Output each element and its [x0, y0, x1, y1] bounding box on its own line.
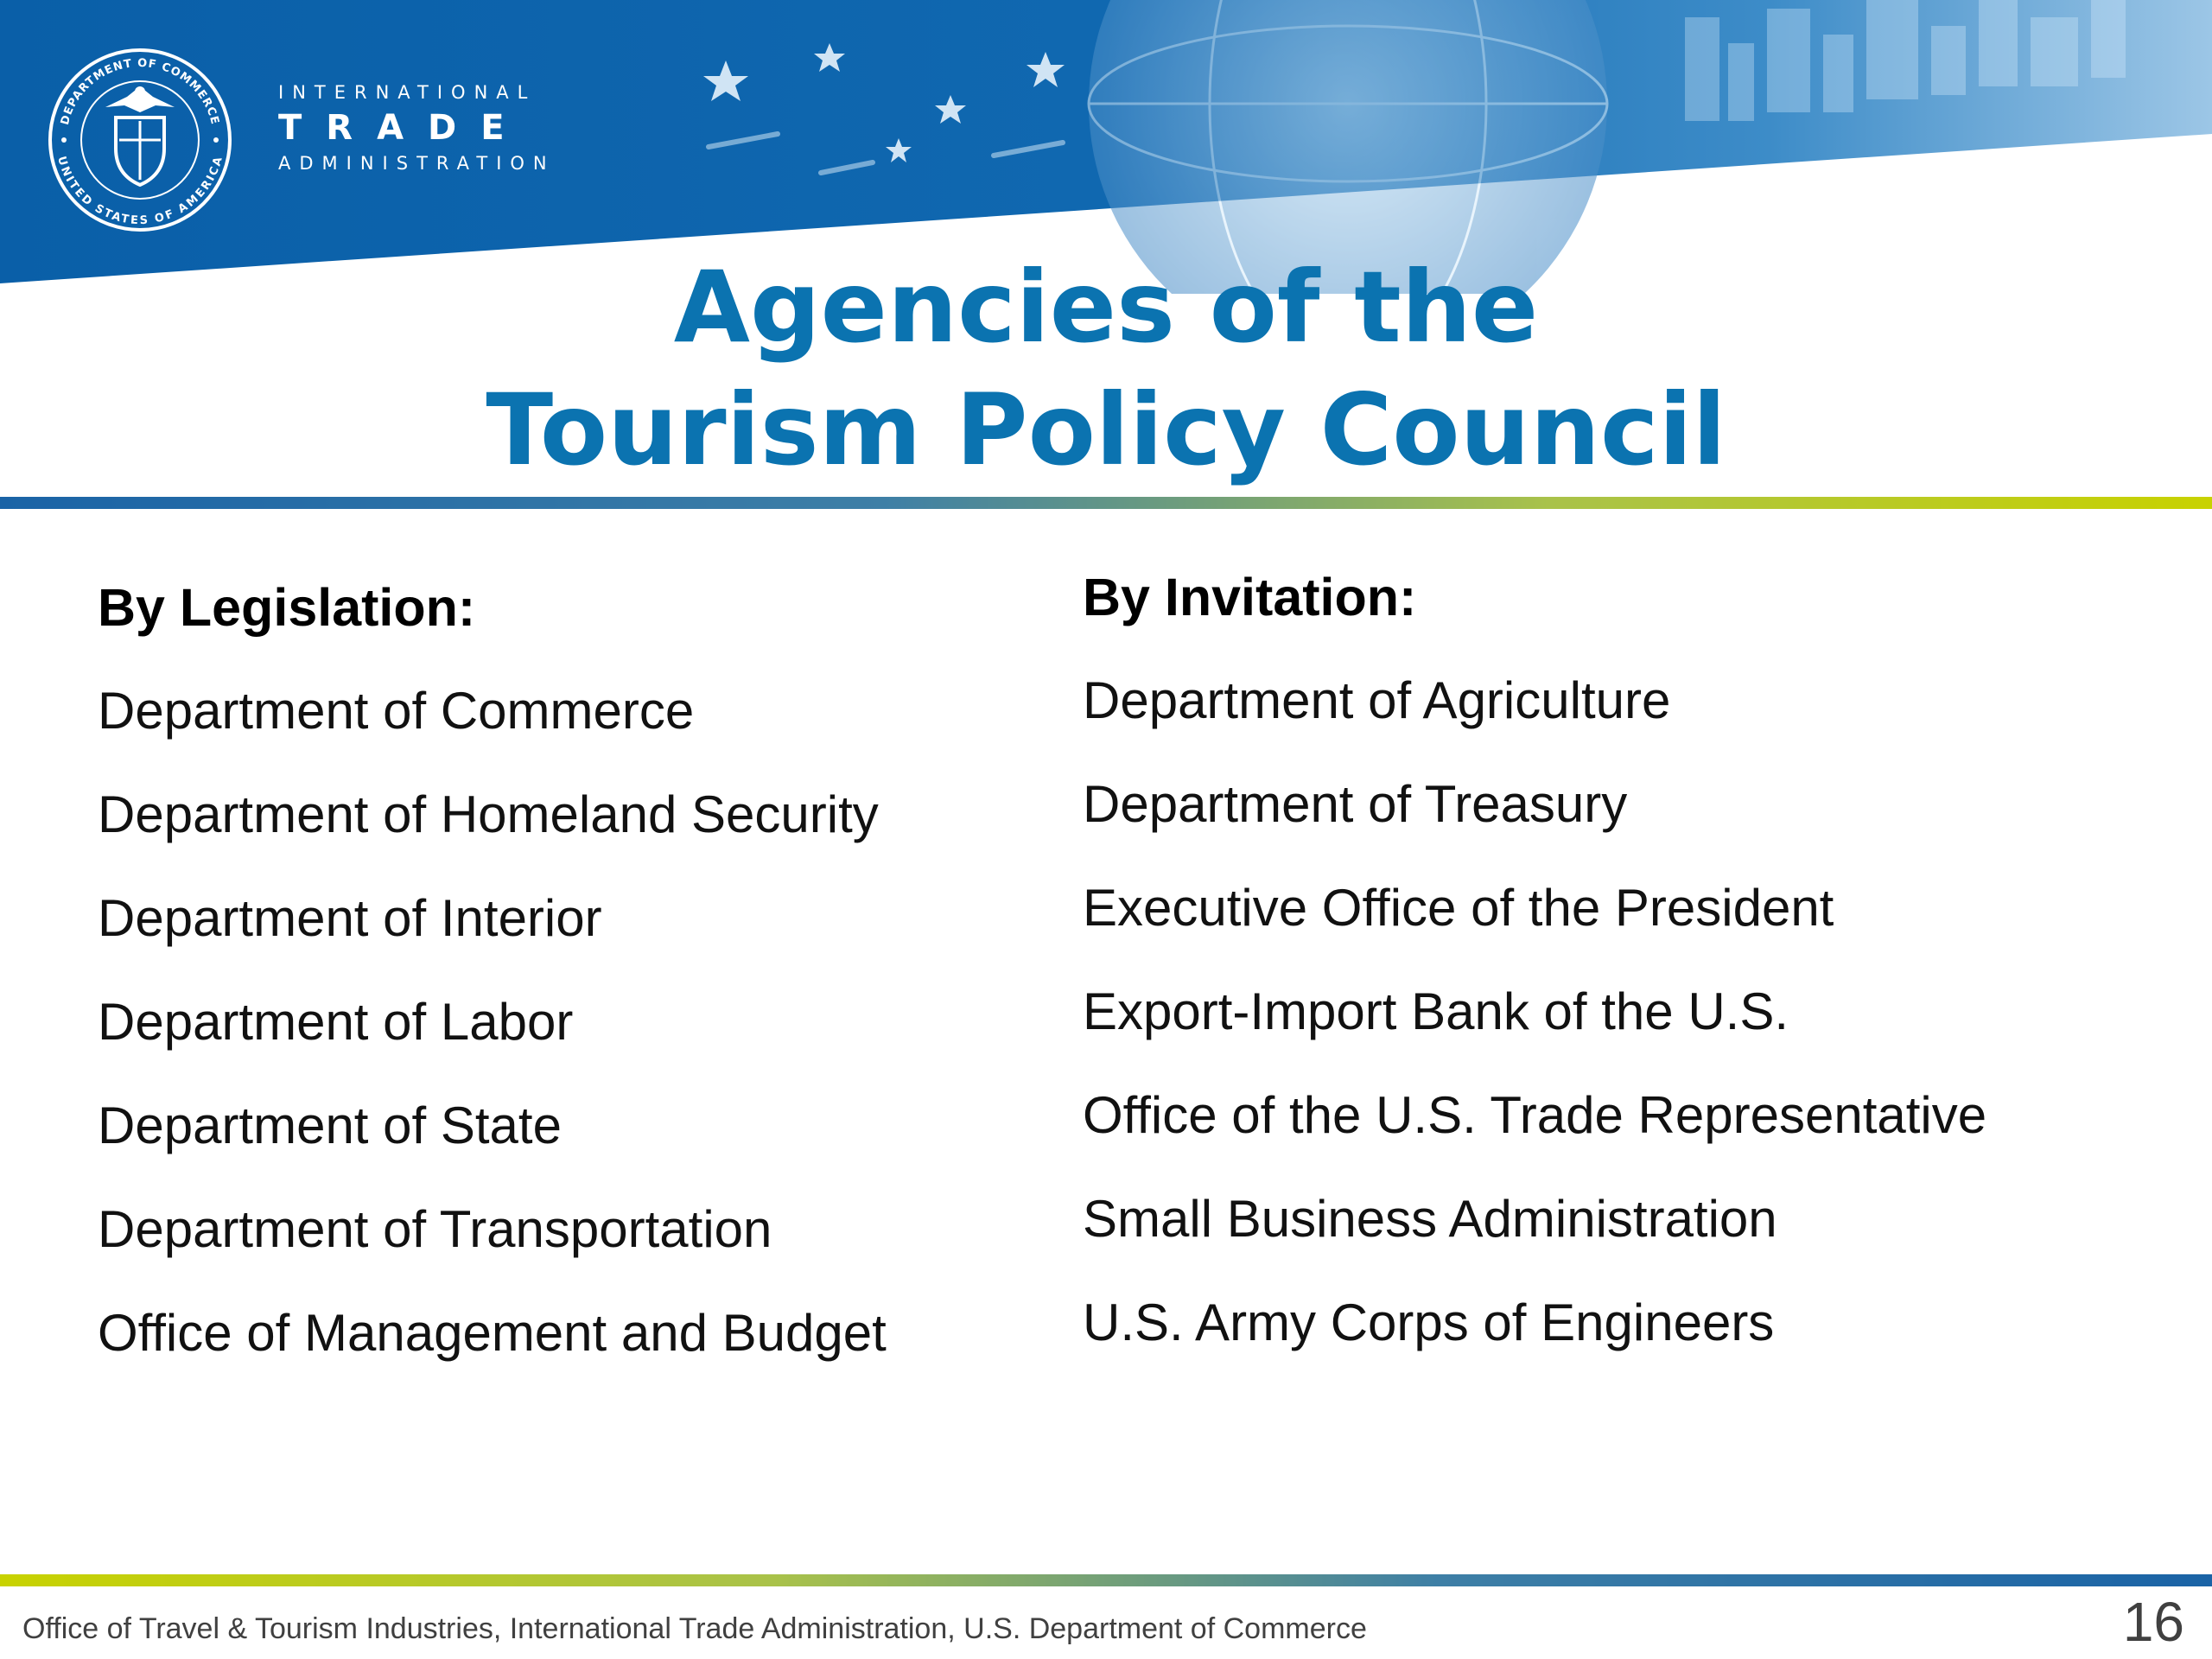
list-item: Small Business Administration — [1083, 1190, 1777, 1248]
title-divider — [0, 497, 2212, 509]
brand-trade: TRADE — [278, 108, 529, 148]
list-item: Office of the U.S. Trade Representative — [1083, 1086, 1987, 1144]
page-number: 16 — [2122, 1591, 2184, 1653]
list-item: Department of Interior — [98, 889, 602, 947]
list-item: Department of Labor — [98, 993, 574, 1051]
slide-title — [0, 246, 2212, 492]
footer-divider — [0, 1574, 2212, 1586]
legislation-heading: By Legislation: — [98, 578, 476, 637]
brand-international: INTERNATIONAL — [278, 82, 537, 103]
list-item: Department of Treasury — [1083, 775, 1628, 833]
svg-text:DEPARTMENT OF COMMERCE: DEPARTMENT OF COMMERCE — [58, 56, 222, 127]
list-item: Office of Management and Budget — [98, 1304, 887, 1362]
list-item: Export-Import Bank of the U.S. — [1083, 982, 1789, 1040]
ita-wordmark — [278, 79, 556, 176]
list-item: Department of Commerce — [98, 682, 695, 740]
invitation-heading: By Invitation: — [1083, 568, 1417, 626]
list-item: Executive Office of the President — [1083, 879, 1834, 937]
list-item: Department of Transportation — [98, 1200, 772, 1258]
commerce-seal-icon — [45, 45, 235, 235]
list-item: Department of Homeland Security — [98, 785, 879, 843]
list-item: U.S. Army Corps of Engineers — [1083, 1294, 1775, 1351]
list-item: Department of Agriculture — [1083, 671, 1671, 729]
footer-attribution: Office of Travel & Tourism Industries, International Trade Administration, U.S. Department of Commerce — [22, 1612, 1367, 1645]
brand-administration: ADMINISTRATION — [278, 153, 556, 174]
slide-title-line2: Tourism Policy Council — [486, 372, 1726, 487]
slide-title-line1: Agencies of the — [673, 250, 1539, 365]
list-item: Department of State — [98, 1096, 562, 1154]
svg-text:UNITED STATES OF AMERICA: UNITED STATES OF AMERICA — [54, 155, 226, 228]
